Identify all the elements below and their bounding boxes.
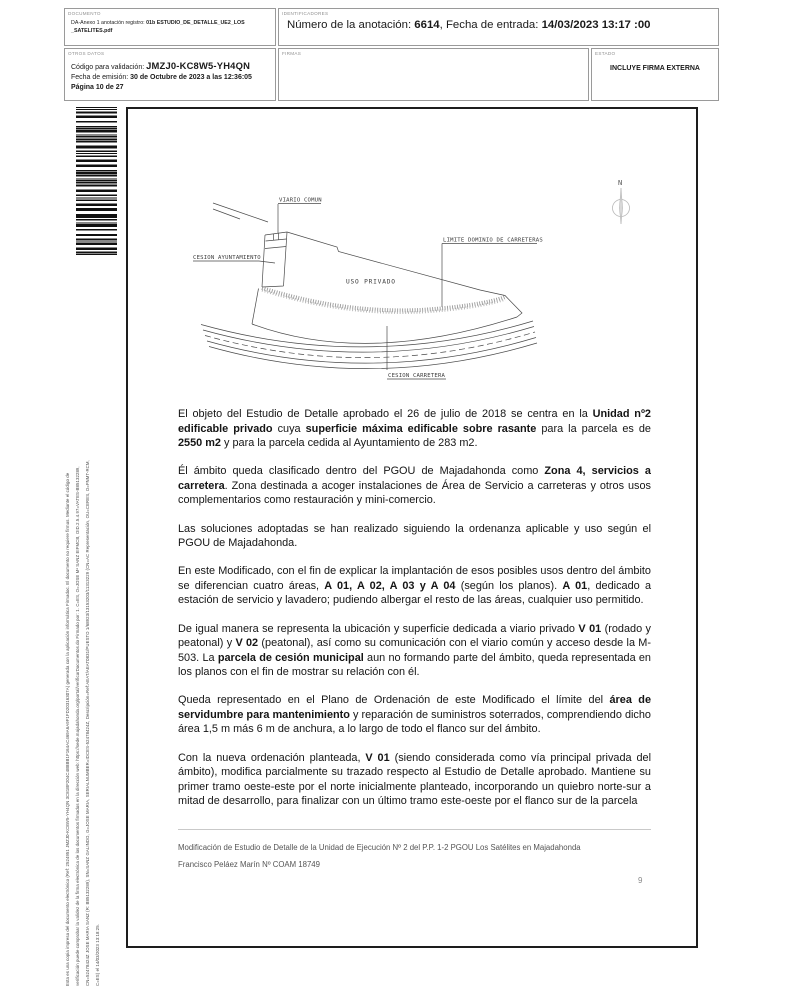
metadata-header — [64, 8, 719, 101]
firmas-box — [278, 48, 589, 101]
viario-edge — [213, 203, 268, 222]
documento-value: DA-Anexo 1 anotación registro: 01b ESTUDIO_DE_DETALLE_UE2_LOS _SATELITES.pdf — [71, 20, 245, 35]
plot-left-edge — [252, 289, 259, 325]
road-line — [207, 338, 536, 364]
identificadores-label: IDENTIFICADORES — [282, 11, 329, 16]
documento-box — [64, 8, 276, 46]
document-body — [178, 407, 651, 809]
paragraph: En este Modificado, con el fin de explicar la implantación de esos posibles usos dentro del ámbito se diferencian cuatro áreas, A 01, A 02, A 03 y A 04 (según los planos). A 01, dedicado a estación de servicio y lavadero; pudiendo albergar el resto de las áreas, cualquier uso permitido. — [178, 565, 652, 607]
north-arrow-icon — [613, 179, 630, 224]
paragraph: Él ámbito queda clasificado dentro del PGOU de Majadahonda como Zona 4, servicios a carretera. Zona destinada a acoger instalaciones de Área de Servicio a carreteras y otros usos complementarios como restauración y mini-comercio. — [178, 465, 651, 507]
paragraph: Queda representado en el Plano de Ordenación de este Modificado el límite del área de servidumbre para mantenimiento y reparación de suministros soterrados, comprendiendo dicho área 1,5 m más 6 m de anchura, a lo largo de todo el flanco sur del ámbito. — [178, 694, 651, 736]
identificadores-box — [278, 8, 719, 46]
otros-datos-label: OTROS DATOS — [68, 51, 105, 56]
documento-label: DOCUMENTO — [68, 11, 101, 16]
paragraph: El objeto del Estudio de Detalle aprobado el 26 de julio de 2018 se centra en la Unidad nº2 edificable privado cuya superficie máxima edificable sobre rasante para la parcela es de 2550 m2 y para la parcela cedida al Ayuntamiento de 283 m2. — [178, 408, 651, 449]
otros-datos-box — [64, 48, 276, 101]
road-centerline — [205, 332, 535, 358]
label-cesion-carretera: CESION CARRETERA — [388, 373, 446, 379]
estado-box — [591, 48, 719, 101]
stippled-band — [262, 288, 505, 313]
paragraph: De igual manera se representa la ubicación y superficie dedicada a viario privado V 01 (rodado y peatonal) y V 02 (peatonal), así como su comunicación con el viario común y acceso desde la M-503. La parcela de cesión municipal aun no formando parte del ámbito, queda representada en los planos con el fin de mostrar su relación con él. — [178, 622, 652, 679]
label-cesion-ayuntamiento: CESION AYUNTAMIENTO — [193, 255, 261, 261]
road-line — [201, 321, 533, 347]
side-legal-line: verificación puede comprobar la validez de la firma electrónica de los documentos firmados en la dirección web: https://sede.majadahonda.org/portal/verificarDocumentos.do Firmado por: 1. C=ES, O=JOSE Mª SANZ EIFMCB, OID.2.5.4.97=VATES-B85132289, — [75, 466, 80, 986]
paragraph: Con la nueva ordenación planteada, V 01 (siendo considerada como vía principal privada del ámbito), modifica parcialmente su trazado respecto al Estudio de Detalle aprobado. Mantiene su primer tramo oeste-este por el norte inicialmente planteado, incorporando un quiebro norte-sur a mitad de desarrollo, para finalizar con un último tramo este-oeste por el flanco sur de la parcela — [178, 751, 651, 808]
plot-lower-boundary — [252, 317, 517, 343]
page-number: 9 — [638, 876, 643, 885]
viario-edge — [213, 209, 240, 219]
identificadores-value: Número de la anotación: 6614, Fecha de entrada: 14/03/2023 13:17 :00 — [287, 19, 651, 31]
north-letter: N — [618, 179, 623, 187]
fecha-emision: Fecha de emisión: 30 de Octubre de 2023 a las 12:36:05 — [71, 74, 252, 82]
pagina-info: Página 10 de 27 — [71, 84, 124, 92]
label-uso-privado: USO PRIVADO — [346, 278, 396, 286]
label-limite-dominio: LIMITE DOMINIO DE CARRETERAS — [443, 237, 543, 244]
estado-value: INCLUYE FIRMA EXTERNA — [610, 65, 700, 72]
footer-author: Francisco Peláez Marín Nº COAM 18749 — [178, 860, 320, 869]
label-viario-comun: VIARIO COMUN — [279, 197, 322, 204]
side-legal-line: C=ES) el 14/03/2023 13:18:25. — [95, 923, 100, 986]
site-plan-drawing — [180, 160, 650, 405]
side-legal-line: Esta es una copia impresa del documento electrónico (Ref: 2524951 JMZJ0-KC8W5-YH4QN 3C81BF204C4B8BB1F164AC469A6A9F1FD20316307A) generada con la aplicación informática Firmadoc. El documento no requiere firmas. Mediante el código de — [65, 472, 70, 986]
road-line — [203, 327, 534, 353]
footer-divider — [178, 829, 651, 830]
paragraph: Las soluciones adoptadas se han realizado siguiendo la ordenanza aplicable y uso según el PGOU de Majadahonda. — [178, 522, 651, 550]
side-legal-line: CN=52478424Z JOSE MARIA SANZ (R: B85132289), SN=SANZ GALINDO, G=JOSE MARIA, SERIALNUMBER=IDCES-52478424Z, Descripción=Ref:AEAT/AEAT0831/PUESTO 1/68923/13153203/11313229 (CN=AC Representación, OU=CERES, O=FNMT-RCM, — [85, 460, 90, 986]
barcode — [76, 107, 117, 255]
footer-title: Modificación de Estudio de Detalle de la Unidad de Ejecución Nº 2 del P.P. 1-2 PGOU Los Satélites en Majadahonda — [178, 843, 581, 852]
leader-cesion-ayuntamiento — [259, 261, 275, 263]
estado-label: ESTADO — [595, 51, 616, 56]
cesion-parcel-detail — [265, 234, 287, 249]
firmas-label: FIRMAS — [282, 51, 302, 56]
codigo-validacion: Código para validación: JMZJ0-KC8W5-YH4QN — [71, 60, 251, 71]
plot-lines — [193, 203, 537, 379]
